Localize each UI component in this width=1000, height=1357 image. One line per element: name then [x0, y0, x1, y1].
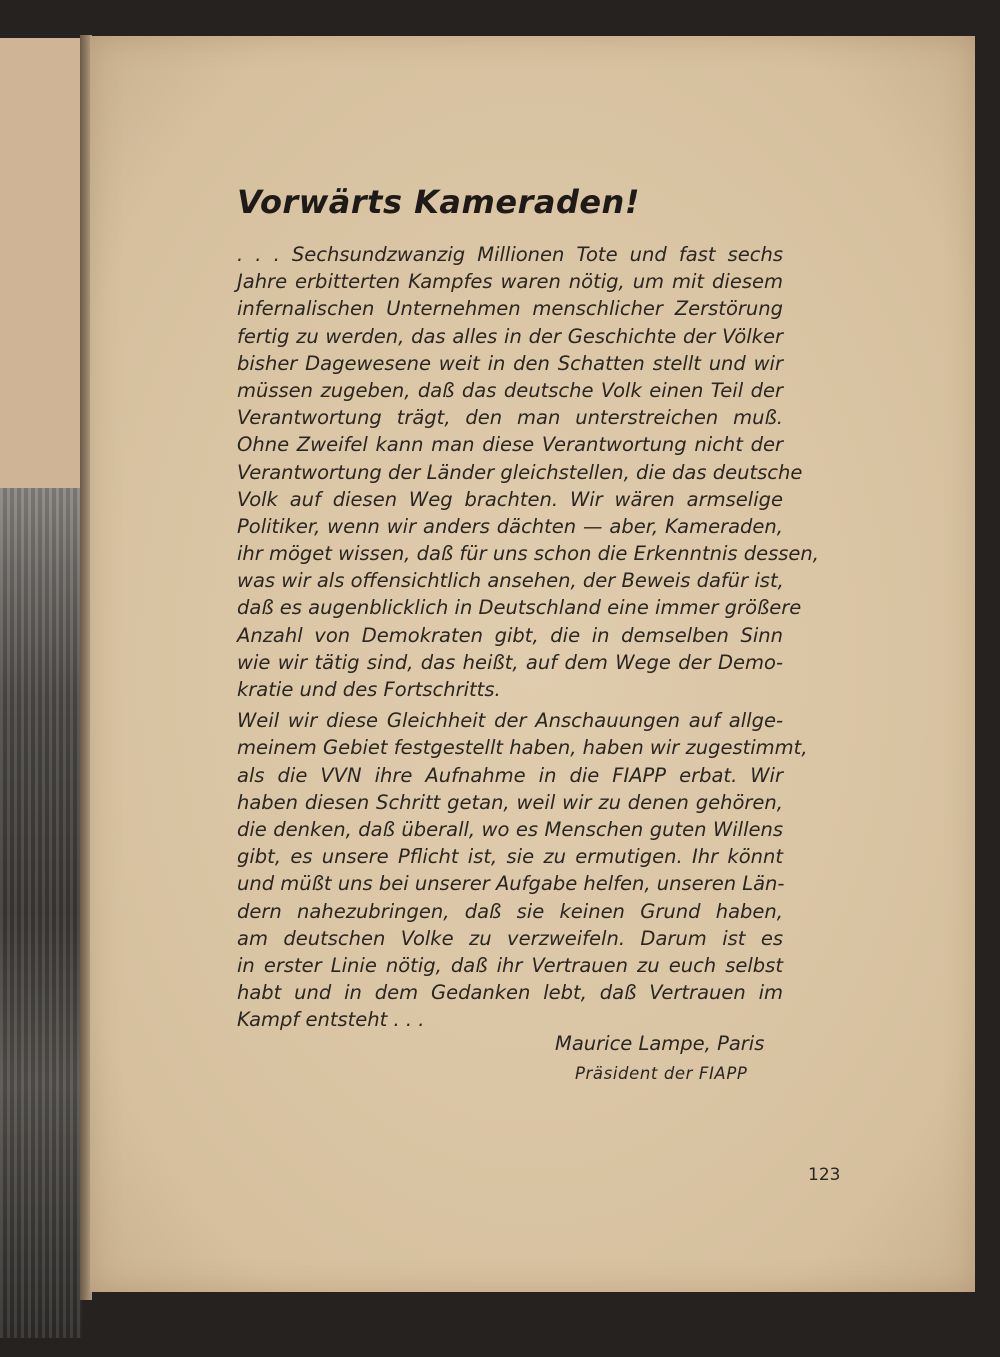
- text-line: habt und in dem Gedanken lebt, daß Vertrauen im: [237, 981, 783, 1005]
- text-line: Kampf entsteht . . .: [237, 1008, 425, 1032]
- text-line: fertig zu werden, das alles in der Geschichte der Völker: [237, 324, 783, 348]
- facing-page: [0, 38, 84, 1300]
- text-line: Jahre erbitterten Kampfes waren nötig, um mit diesem: [237, 270, 783, 294]
- text-line: wie wir tätig sind, das heißt, auf dem Wege der Demo-: [237, 650, 783, 674]
- signature-name: Maurice Lampe, Paris: [555, 1032, 765, 1055]
- text-line: ihr möget wissen, daß für uns schon die Erkenntnis dessen,: [237, 542, 819, 566]
- text-line: müssen zugeben, daß das deutsche Volk einen Teil der: [237, 378, 783, 402]
- text-line: Verantwortung der Länder gleichstellen, die das deutsche: [237, 460, 803, 484]
- text-line: am deutschen Volke zu verzweifeln. Darum ist es: [237, 926, 783, 950]
- text-line: dern nahezubringen, daß sie keinen Grund haben,: [237, 899, 783, 923]
- text-line: als die VVN ihre Aufnahme in die FIAPP erbat. Wir: [237, 763, 783, 787]
- text-line: Volk auf diesen Weg brachten. Wir wären armselige: [237, 487, 783, 511]
- signature-title: Präsident der FIAPP: [575, 1064, 748, 1083]
- page-number: 123: [808, 1165, 841, 1185]
- text-line: und müßt uns bei unserer Aufgabe helfen, unseren Län-: [237, 872, 785, 896]
- paragraph-2: [237, 707, 808, 1033]
- text-line: infernalischen Unternehmen menschlicher Zerstörung: [237, 297, 783, 321]
- text-line: in erster Linie nötig, daß ihr Vertrauen zu euch selbst: [237, 953, 783, 977]
- text-line: gibt, es unsere Pflicht ist, sie zu ermutigen. Ihr könnt: [237, 845, 783, 869]
- text-line: die denken, daß überall, wo es Menschen guten Willens: [237, 817, 783, 841]
- text-line: Verantwortung trägt, den man unterstreichen muß.: [237, 406, 783, 430]
- text-line: . . . Sechsundzwanzig Millionen Tote und fast sechs: [237, 243, 783, 266]
- paragraph-1: [237, 241, 819, 703]
- text-line: bisher Dagewesene weit in den Schatten stellt und wir: [237, 351, 783, 375]
- text-line: Politiker, wenn wir anders dächten — aber, Kameraden,: [237, 514, 783, 538]
- page-title: Vorwärts Kameraden!: [237, 183, 640, 221]
- text-line: kratie und des Fortschritts.: [237, 678, 501, 701]
- crowd-photo: [0, 488, 82, 1338]
- text-line: Ohne Zweifel kann man diese Verantwortung nicht der: [237, 433, 783, 457]
- text-line: daß es augenblicklich in Deutschland eine immer größere: [237, 596, 802, 620]
- text-line: was wir als offensichtlich ansehen, der Beweis dafür ist,: [237, 569, 784, 593]
- text-line: haben diesen Schritt getan, weil wir zu denen gehören,: [237, 790, 783, 814]
- body-text: [237, 241, 819, 1033]
- text-line: Weil wir diese Gleichheit der Anschauungen auf allge-: [237, 709, 783, 733]
- text-line: meinem Gebiet festgestellt haben, haben wir zugestimmt,: [237, 736, 808, 760]
- text-line: Anzahl von Demokraten gibt, die in demselben Sinn: [237, 623, 783, 647]
